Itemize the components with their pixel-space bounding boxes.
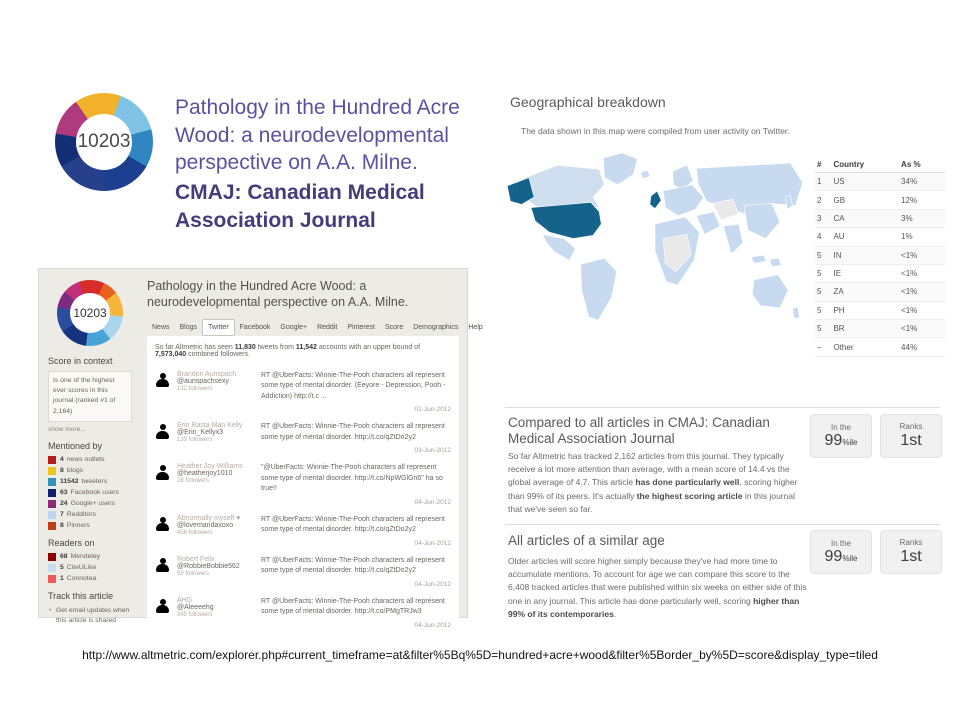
list-item[interactable]: 8 Pinners bbox=[48, 522, 132, 530]
tweet-row bbox=[155, 556, 451, 588]
news-color-swatch bbox=[48, 456, 56, 464]
twitter-summary: So far Altmetric has seen 11,830 tweets from 11,542 accounts with an upper bound of 7,573,040 combined followers. bbox=[155, 343, 421, 358]
widget-sidebar bbox=[39, 269, 139, 624]
list-item[interactable]: 11542 tweeters bbox=[48, 478, 132, 486]
tweet-text: RT @UberFacts: Winnie-The-Pooh characters all represent some type of mental disorder. (Eeyore - Depression, Pooh - Addiction) http://t.c ... bbox=[261, 371, 446, 400]
list-item[interactable]: 1 Connotea bbox=[48, 575, 132, 583]
table-row: – Other 44% bbox=[815, 338, 945, 356]
facebook-color-swatch bbox=[48, 489, 56, 497]
list-item[interactable]: 8 blogs bbox=[48, 467, 132, 475]
tweet-author-name[interactable]: Abnormally myself ♥ bbox=[177, 514, 241, 522]
country-table bbox=[815, 157, 945, 357]
tweet-author-name[interactable]: Brandon Aunspach bbox=[177, 370, 237, 378]
reddit-color-swatch bbox=[48, 511, 56, 519]
user-avatar-icon bbox=[155, 465, 170, 480]
tweet-author-handle[interactable]: @heatherjoy1010 bbox=[177, 470, 233, 477]
mentioned-by-list bbox=[48, 456, 132, 530]
section-divider bbox=[505, 407, 940, 408]
tweet-date: 04-Jun-2012 bbox=[414, 539, 451, 547]
tweet-author-handle[interactable]: @aunspachsexy bbox=[177, 377, 229, 385]
geo-heading: Geographical breakdown bbox=[510, 94, 666, 110]
googleplus-color-swatch bbox=[48, 500, 56, 508]
tweet-date: 03-Jun-2012 bbox=[414, 447, 451, 454]
column-header: # bbox=[815, 157, 831, 173]
score-context-box: Is one of the highest ever scores in this journal (ranked #1 of 2,164) bbox=[48, 371, 132, 422]
article-title bbox=[175, 94, 470, 235]
altmetric-donut-small bbox=[57, 280, 123, 346]
percentile-badge: In the 99%ile bbox=[810, 530, 872, 574]
email-updates-link[interactable]: • Get email updates when this article is shared bbox=[48, 606, 132, 626]
article-title-text: Pathology in the Hundred Acre Wood: a neurodevelopmental perspective on A.A. Milne. bbox=[175, 96, 460, 175]
rank-badge: Ranks 1st bbox=[880, 414, 942, 458]
tweet-date: 01-Jun-2012 bbox=[414, 406, 451, 413]
readers-on-list bbox=[48, 553, 132, 583]
journal-name: CMAJ: Canadian Medical Association Journal bbox=[175, 181, 425, 232]
user-avatar-icon bbox=[155, 558, 170, 573]
tweet-followers: 28 followers bbox=[177, 478, 210, 484]
mendeley-color-swatch bbox=[48, 553, 56, 561]
twitter-color-swatch bbox=[48, 478, 56, 486]
user-avatar-icon bbox=[155, 517, 170, 532]
track-article-heading: Track this article bbox=[48, 590, 114, 601]
tab-score[interactable]: Score bbox=[384, 323, 404, 331]
tweet-author-handle[interactable]: @Erin_Kellyx3 bbox=[177, 429, 224, 436]
tweet-followers: 132 followers bbox=[177, 385, 213, 392]
tab-googleplus[interactable]: Google+ bbox=[280, 323, 308, 331]
widget-main bbox=[139, 269, 483, 629]
tab-blogs[interactable]: Blogs bbox=[179, 323, 198, 331]
table-row: 5 IE <1% bbox=[815, 264, 945, 282]
altmetric-score-small: 10203 bbox=[70, 293, 110, 333]
table-row: 5 IN <1% bbox=[815, 246, 945, 264]
tweet-row bbox=[155, 422, 451, 454]
citeulike-color-swatch bbox=[48, 564, 56, 572]
tweet-author-name[interactable]: AHG bbox=[177, 596, 193, 604]
journal-comparison-badges bbox=[810, 414, 942, 458]
altmetric-score: 10203 bbox=[76, 114, 132, 170]
percentile-badge: In the 99%ile bbox=[810, 414, 872, 458]
user-avatar-icon bbox=[155, 373, 170, 388]
list-item[interactable]: 24 Google+ users bbox=[48, 500, 132, 508]
tweet-date: 04-Jun-2012 bbox=[414, 498, 451, 506]
user-avatar-icon bbox=[155, 424, 170, 439]
tweet-author-handle[interactable]: @lovemandaxoxo bbox=[177, 521, 234, 529]
blogs-color-swatch bbox=[48, 467, 56, 475]
tweet-author-handle[interactable]: @Aleeeehg bbox=[177, 603, 214, 611]
journal-comparison-heading: Compared to all articles in CMAJ: Canadian Medical Association Journal bbox=[508, 415, 770, 447]
geo-note: The data shown in this map were compiled from user activity on Twitter. bbox=[521, 126, 790, 136]
world-map bbox=[500, 143, 810, 363]
tweet-text: RT @UberFacts: Winnie-The-Pooh characters all represent some type of mental disorder. http://t.co/qZtDo2y2 bbox=[261, 556, 445, 574]
age-comparison-heading: All articles of a similar age bbox=[508, 533, 665, 548]
tweet-followers: 139 followers bbox=[177, 437, 213, 443]
tweet-date: 04-Jun-2012 bbox=[414, 580, 451, 588]
score-in-context-heading: Score in context bbox=[48, 356, 113, 366]
tweet-date: 04-Jun-2012 bbox=[414, 621, 451, 629]
user-avatar-icon bbox=[155, 599, 170, 614]
tab-demographics[interactable]: Demographics bbox=[413, 323, 459, 331]
tab-reddit[interactable]: Reddit bbox=[317, 323, 338, 331]
tweet-text: RT @UberFacts: Winnie-The-Pooh characters all represent some type of mental disorder. http://t.co/qZtDo2y2 bbox=[261, 515, 445, 533]
mentioned-by-heading: Mentioned by bbox=[48, 440, 103, 451]
tweet-text: RT @UberFacts: Winnie-The-Pooh characters all represent some type of mental disorder. http://t.co/qZtDo2y2 bbox=[261, 423, 445, 441]
tab-help[interactable]: Help bbox=[468, 323, 483, 331]
list-item[interactable]: 68 Mendeley bbox=[48, 553, 132, 561]
table-row: 5 PH <1% bbox=[815, 301, 945, 319]
tab-pinterest[interactable]: Pinterest bbox=[347, 323, 375, 331]
table-row: 1 US 34% bbox=[815, 173, 945, 191]
age-comparison-badges bbox=[810, 530, 942, 574]
list-item[interactable]: 5 CiteULike bbox=[48, 564, 132, 572]
tweet-row bbox=[155, 371, 451, 414]
tab-twitter[interactable]: Twitter bbox=[202, 319, 235, 336]
pinterest-color-swatch bbox=[48, 522, 56, 530]
tweet-followers: 456 followers bbox=[177, 529, 213, 536]
column-header: As % bbox=[899, 157, 945, 173]
tweet-text: RT @UberFacts: Winnie-The-Pooh characters all represent some type of mental disorder. http://t.co/PMgTRJw3 bbox=[261, 597, 445, 615]
list-item[interactable]: 7 Redditors bbox=[48, 511, 132, 519]
tweet-row bbox=[155, 515, 451, 547]
tweet-followers: 345 followers bbox=[177, 611, 213, 618]
tweet-row bbox=[155, 463, 451, 506]
journal-comparison-text: So far Altmetric has tracked 2,162 articles from this journal. They typically receive a lot more attention than average, with a mean score of 14.4 vs the global average of 4.7. This article has done particularly well, scoring higher than 99% of its peers. It's actually the highest scoring article in this journal that we've seen so far. bbox=[508, 451, 798, 514]
table-row: 5 BR <1% bbox=[815, 320, 945, 338]
table-row: 3 CA 3% bbox=[815, 209, 945, 227]
tweet-author-name[interactable]: Robert Felix bbox=[177, 555, 215, 563]
tweet-followers: 59 followers bbox=[177, 570, 210, 577]
column-header: Country bbox=[831, 157, 899, 173]
rank-badge: Ranks 1st bbox=[880, 530, 942, 574]
table-row: 2 GB 12% bbox=[815, 191, 945, 209]
tweet-author-name[interactable]: Heather Joy Williams bbox=[177, 463, 243, 470]
widget-article-title: Pathology in the Hundred Acre Wood: a neurodevelopmental perspective on A.A. Milne. bbox=[147, 279, 409, 310]
show-more-link[interactable]: show more... bbox=[48, 425, 86, 433]
widget-tabs bbox=[147, 319, 483, 336]
altmetric-donut-large bbox=[55, 93, 153, 191]
tab-news[interactable]: News bbox=[152, 323, 170, 331]
source-url-caption: http://www.altmetric.com/explorer.php#current_timeframe=at&filter%5Bq%5D=hundred+acre+wood&filter%5Border_by%5D=score&display_type=tiled bbox=[82, 648, 878, 662]
tweet-author-name[interactable]: Erin Rasta Man Kelly bbox=[177, 422, 243, 429]
connotea-color-swatch bbox=[48, 575, 56, 583]
readers-on-heading: Readers on bbox=[48, 537, 95, 548]
tweet-text: "@UberFacts: Winnie-The-Pooh characters all represent some type of mental disorder. http://t.co/NpWGlGn6" ha so true!! bbox=[261, 464, 443, 492]
list-item[interactable]: 63 Facebook users bbox=[48, 489, 132, 497]
age-comparison-text: Older articles will score higher simply because they've had more time to accumulate mentions. To account for age we can compare this score to the 6,408 tracked articles that were published within six weeks on either side of this one in any journal. This article has done particularly well, scoring higher than 99% of its contemporaries. bbox=[508, 556, 807, 619]
section-divider bbox=[505, 524, 940, 525]
tweet-author-handle[interactable]: @RobbieBobbie562 bbox=[177, 562, 240, 570]
table-row: 4 AU 1% bbox=[815, 228, 945, 246]
table-row: 5 ZA <1% bbox=[815, 283, 945, 301]
tweet-row bbox=[155, 597, 451, 629]
tab-facebook[interactable]: Facebook bbox=[239, 323, 271, 331]
altmetric-details-widget bbox=[38, 268, 483, 629]
list-item[interactable]: 4 news outlets bbox=[48, 456, 132, 464]
twitter-tab-content bbox=[147, 336, 459, 637]
